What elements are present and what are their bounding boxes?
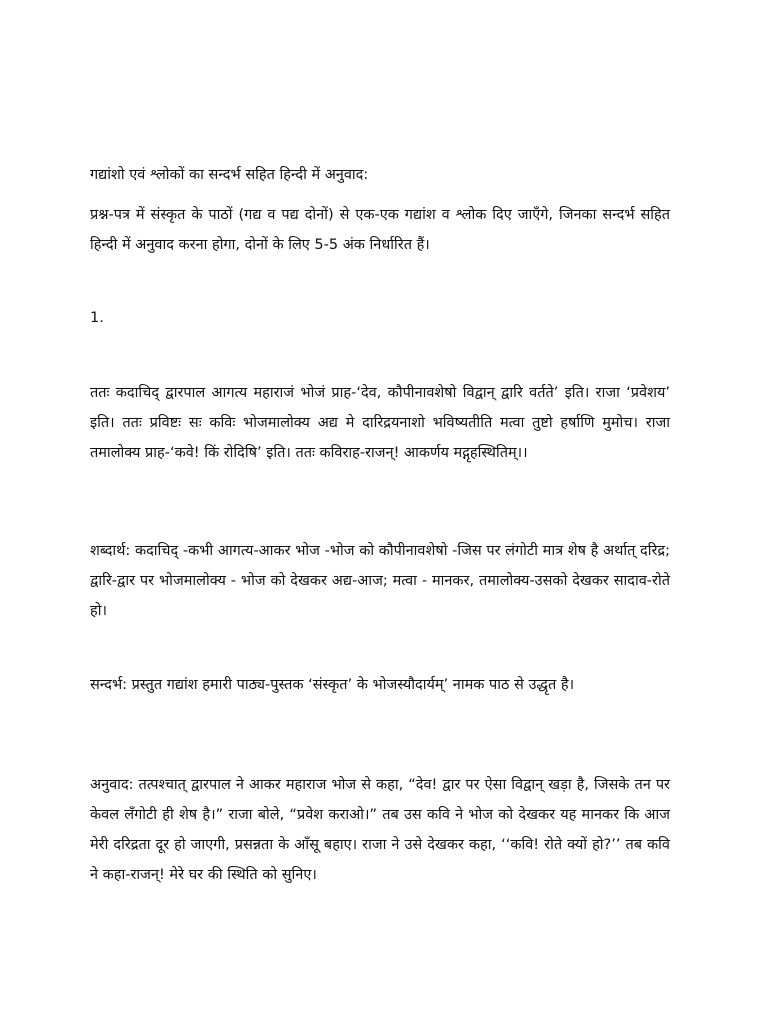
translation-paragraph: अनुवाद: तत्पश्चात् द्वारपाल ने आकर महाराज भोज से कहा, “देव! द्वार पर ऐसा विद्वान् खड़ा है, जिसके तन पर केवल लँगोटी ही शेष है।” राजा बोले, “प्रवेश कराओ।” तब उस कवि ने भोज को देखकर यह मानकर कि आज मेरी दरिद्रता दूर हो जाएगी, प्रसन्नता के आँसू बहाए। राजा ने उसे देखकर कहा, ‘‘कवि! रोते क्यों हो?’’ तब कवि ने कहा-राजन्! मेरे घर की स्थिति को सुनिए।: [90, 777, 670, 883]
section-heading: गद्यांशो एवं श्लोकों का सन्दर्भ सहित हिन्दी में अनुवाद:: [90, 167, 369, 183]
context-paragraph: सन्दर्भ: प्रस्तुत गद्यांश हमारी पाठ्य-पुस्तक ‘संस्कृत’ के भोजस्यौदार्यम्’ नामक पाठ से उद्धृत है।: [90, 677, 575, 693]
sanskrit-passage: ततः कदाचिद् द्वारपाल आगत्य महाराजं भोजं प्राह-‘देव, कौपीनावशेषो विद्वान् द्वारि वर्तते’ इति। राजा ‘प्रवेशय’ इति। ततः प्रविष्टः सः कविः भोजमालोक्य अद्य मे दारिद्रयनाशो भविष्यतीति मत्वा तुष्टो हर्षाणि मुमोच। राजा तमालोक्य प्राह-‘कवे! किं रोदिषि’ इति। ततः कविराह-राजन्! आकर्णय मद्गृहस्थितिम्।।: [90, 385, 670, 461]
word-meanings-paragraph: शब्दार्थ: कदाचिद् -कभी आगत्य-आकर भोज -भोज को कौपीनावशेषो -जिस पर लंगोटी मात्र शेष है अर्थात् दरिद्र; द्वारि-द्वार पर भोजमालोक्य - भोज को देखकर अद्य-आज; मत्वा - मानकर, तमालोक्य-उसको देखकर सादाव-रोते हो।: [90, 543, 670, 619]
intro-paragraph: प्रश्न-पत्र में संस्कृत के पाठों (गद्य व पद्य दोनों) से एक-एक गद्यांश व श्लोक दिए जाएँगे, जिनका सन्दर्भ सहित हिन्दी में अनुवाद करना होगा, दोनों के लिए 5-5 अंक निर्धारित हैं।: [90, 207, 670, 253]
item-number: 1.: [90, 310, 104, 326]
